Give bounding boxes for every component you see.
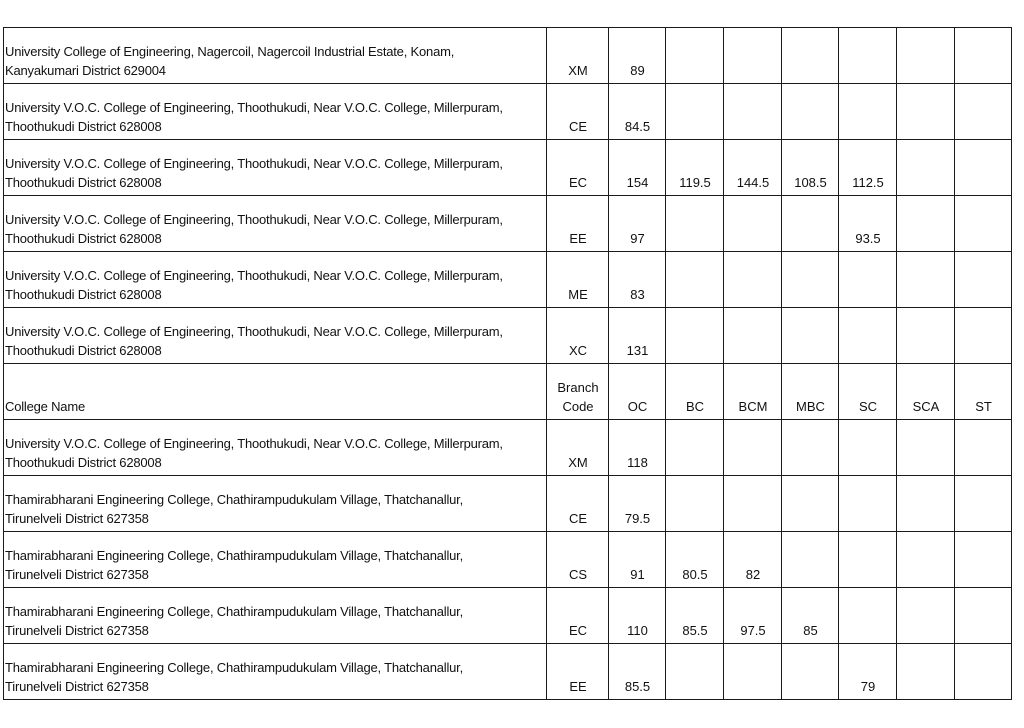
bc-cell — [666, 644, 724, 700]
header-oc: OC — [609, 364, 666, 420]
college-name-line: University College of Engineering, Nagercoil, Nagercoil Industrial Estate, Konam, — [5, 44, 455, 59]
college-name-line: University V.O.C. College of Engineering, Thoothukudi, Near V.O.C. College, Millerpuram, — [5, 212, 503, 227]
sca-cell — [897, 476, 955, 532]
sca-cell — [897, 84, 955, 140]
bcm-cell — [724, 252, 782, 308]
college-name-line: Tirunelveli District 627358 — [5, 679, 149, 694]
st-cell — [955, 140, 1012, 196]
mbc-cell: 85 — [782, 588, 839, 644]
college-name-cell — [4, 28, 547, 84]
sca-cell — [897, 420, 955, 476]
oc-cell: 85.5 — [609, 644, 666, 700]
college-name-cell — [4, 420, 547, 476]
sc-cell — [839, 308, 897, 364]
college-name-cell — [4, 252, 547, 308]
bc-cell — [666, 420, 724, 476]
mbc-cell — [782, 196, 839, 252]
table-row — [4, 308, 1012, 364]
branch-code-cell: EC — [547, 588, 609, 644]
oc-cell: 154 — [609, 140, 666, 196]
college-name-line: University V.O.C. College of Engineering, Thoothukudi, Near V.O.C. College, Millerpuram, — [5, 100, 503, 115]
college-name-line: Tirunelveli District 627358 — [5, 567, 149, 582]
branch-code-cell: ME — [547, 252, 609, 308]
bc-cell: 85.5 — [666, 588, 724, 644]
sca-cell — [897, 252, 955, 308]
branch-code-cell: CS — [547, 532, 609, 588]
sca-cell — [897, 140, 955, 196]
table-header-row — [4, 364, 1012, 420]
header-sc: SC — [839, 364, 897, 420]
cutoff-marks-table — [3, 27, 1012, 700]
branch-code-cell: EE — [547, 196, 609, 252]
college-name-line: Thoothukudi District 628008 — [5, 231, 162, 246]
college-name-line: Tirunelveli District 627358 — [5, 623, 149, 638]
college-name-cell — [4, 532, 547, 588]
st-cell — [955, 532, 1012, 588]
mbc-cell — [782, 28, 839, 84]
mbc-cell: 108.5 — [782, 140, 839, 196]
oc-cell: 79.5 — [609, 476, 666, 532]
college-name-cell — [4, 308, 547, 364]
branch-code-cell: CE — [547, 476, 609, 532]
college-name-line: Thoothukudi District 628008 — [5, 175, 162, 190]
table-row — [4, 140, 1012, 196]
college-name-cell — [4, 644, 547, 700]
sc-cell — [839, 84, 897, 140]
table-row — [4, 28, 1012, 84]
table-row — [4, 588, 1012, 644]
oc-cell: 97 — [609, 196, 666, 252]
college-name-line: Thamirabharani Engineering College, Chathirampudukulam Village, Thatchanallur, — [5, 604, 463, 619]
branch-code-cell: EE — [547, 644, 609, 700]
sc-cell — [839, 476, 897, 532]
sc-cell — [839, 420, 897, 476]
bcm-cell — [724, 644, 782, 700]
oc-cell: 118 — [609, 420, 666, 476]
branch-code-cell: XC — [547, 308, 609, 364]
header-bc: BC — [666, 364, 724, 420]
bcm-cell — [724, 420, 782, 476]
college-name-line: Tirunelveli District 627358 — [5, 511, 149, 526]
sc-cell: 79 — [839, 644, 897, 700]
bcm-cell: 82 — [724, 532, 782, 588]
college-name-cell — [4, 476, 547, 532]
table-row — [4, 644, 1012, 700]
college-name-cell — [4, 84, 547, 140]
sc-cell — [839, 588, 897, 644]
header-bcm: BCM — [724, 364, 782, 420]
header-sca: SCA — [897, 364, 955, 420]
college-name-cell — [4, 196, 547, 252]
sc-cell — [839, 28, 897, 84]
college-name-line: University V.O.C. College of Engineering, Thoothukudi, Near V.O.C. College, Millerpuram, — [5, 324, 503, 339]
bc-cell: 119.5 — [666, 140, 724, 196]
college-name-line: Thamirabharani Engineering College, Chathirampudukulam Village, Thatchanallur, — [5, 660, 463, 675]
bc-cell — [666, 84, 724, 140]
bcm-cell — [724, 84, 782, 140]
bcm-cell — [724, 308, 782, 364]
table-body — [4, 28, 1012, 700]
mbc-cell — [782, 532, 839, 588]
header-branch-code-line2: Code — [562, 399, 594, 414]
table-row — [4, 252, 1012, 308]
st-cell — [955, 84, 1012, 140]
header-mbc: MBC — [782, 364, 839, 420]
sca-cell — [897, 644, 955, 700]
st-cell — [955, 588, 1012, 644]
mbc-cell — [782, 476, 839, 532]
college-name-line: Thoothukudi District 628008 — [5, 455, 162, 470]
mbc-cell — [782, 644, 839, 700]
college-name-line: Thoothukudi District 628008 — [5, 287, 162, 302]
college-name-line: Thamirabharani Engineering College, Chathirampudukulam Village, Thatchanallur, — [5, 492, 463, 507]
college-name-line: Thoothukudi District 628008 — [5, 119, 162, 134]
bcm-cell: 144.5 — [724, 140, 782, 196]
header-st: ST — [955, 364, 1012, 420]
sc-cell: 112.5 — [839, 140, 897, 196]
college-name-line: University V.O.C. College of Engineering, Thoothukudi, Near V.O.C. College, Millerpuram, — [5, 268, 503, 283]
st-cell — [955, 476, 1012, 532]
college-name-line: University V.O.C. College of Engineering, Thoothukudi, Near V.O.C. College, Millerpuram, — [5, 156, 503, 171]
sc-cell — [839, 532, 897, 588]
mbc-cell — [782, 252, 839, 308]
bc-cell — [666, 252, 724, 308]
bcm-cell — [724, 196, 782, 252]
st-cell — [955, 196, 1012, 252]
oc-cell: 83 — [609, 252, 666, 308]
oc-cell: 91 — [609, 532, 666, 588]
header-branch-code-line1: Branch — [557, 380, 599, 395]
sc-cell — [839, 252, 897, 308]
sca-cell — [897, 196, 955, 252]
branch-code-cell: CE — [547, 84, 609, 140]
table-row — [4, 420, 1012, 476]
sc-cell: 93.5 — [839, 196, 897, 252]
college-name-cell — [4, 140, 547, 196]
table-row — [4, 532, 1012, 588]
bc-cell — [666, 28, 724, 84]
college-name-line: Thoothukudi District 628008 — [5, 343, 162, 358]
table-row — [4, 84, 1012, 140]
oc-cell: 131 — [609, 308, 666, 364]
bc-cell — [666, 476, 724, 532]
bcm-cell — [724, 28, 782, 84]
sca-cell — [897, 588, 955, 644]
st-cell — [955, 252, 1012, 308]
mbc-cell — [782, 308, 839, 364]
st-cell — [955, 644, 1012, 700]
oc-cell: 110 — [609, 588, 666, 644]
branch-code-cell: XM — [547, 420, 609, 476]
bcm-cell — [724, 476, 782, 532]
sca-cell — [897, 28, 955, 84]
bc-cell — [666, 196, 724, 252]
branch-code-cell: XM — [547, 28, 609, 84]
college-name-cell — [4, 588, 547, 644]
header-college-name: College Name — [4, 364, 547, 420]
branch-code-cell: EC — [547, 140, 609, 196]
mbc-cell — [782, 84, 839, 140]
table-row — [4, 476, 1012, 532]
sca-cell — [897, 532, 955, 588]
st-cell — [955, 420, 1012, 476]
st-cell — [955, 308, 1012, 364]
header-branch-code — [547, 364, 609, 420]
college-name-line: Kanyakumari District 629004 — [5, 63, 166, 78]
bc-cell — [666, 308, 724, 364]
mbc-cell — [782, 420, 839, 476]
oc-cell: 89 — [609, 28, 666, 84]
st-cell — [955, 28, 1012, 84]
sca-cell — [897, 308, 955, 364]
table-row — [4, 196, 1012, 252]
college-name-line: Thamirabharani Engineering College, Chathirampudukulam Village, Thatchanallur, — [5, 548, 463, 563]
college-name-line: University V.O.C. College of Engineering, Thoothukudi, Near V.O.C. College, Millerpuram, — [5, 436, 503, 451]
bcm-cell: 97.5 — [724, 588, 782, 644]
oc-cell: 84.5 — [609, 84, 666, 140]
bc-cell: 80.5 — [666, 532, 724, 588]
